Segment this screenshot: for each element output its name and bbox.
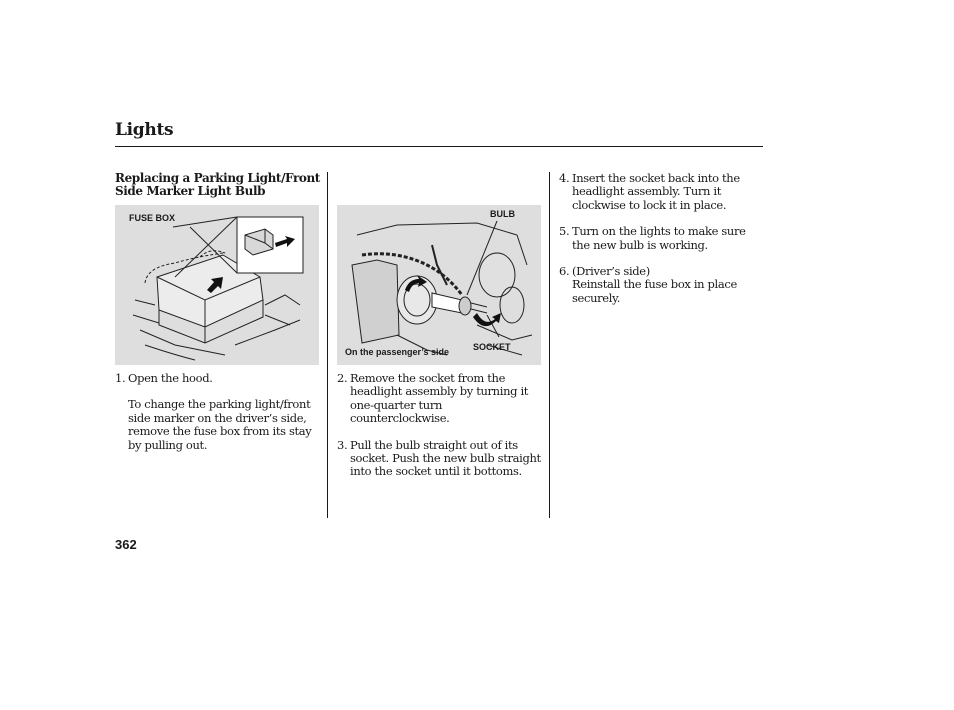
headlight-figure (337, 205, 541, 365)
column-divider-2 (549, 172, 550, 518)
step-4 (559, 172, 749, 212)
step-1-number: 1. (115, 371, 126, 385)
section-heading-line1: Replacing a Parking Light/Front (115, 171, 320, 185)
step-4-text: Insert the socket back into the headlight assembly. Turn it clockwise to lock it in place. (572, 171, 740, 212)
step-5-number: 5. (559, 224, 570, 239)
column-3-text (559, 172, 749, 318)
step-6-line2: Reinstall the fuse box in place securely. (572, 277, 737, 305)
step-6-line1: (Driver’s side) (572, 264, 650, 279)
socket-label: SOCKET (473, 342, 511, 352)
column-1-text (115, 372, 320, 452)
fuse-box-illustration (115, 205, 319, 365)
section-heading-line2: Side Marker Light Bulb (115, 184, 266, 198)
fuse-box-label: FUSE BOX (129, 213, 176, 223)
step-5 (559, 225, 749, 252)
step-3-text: Pull the bulb straight out of its socket. Push the new bulb straight into the socket until it bottoms. (350, 437, 541, 479)
step-1-text: Open the hood. (128, 371, 213, 385)
step-6 (559, 265, 749, 305)
driver-side-note: To change the parking light/front side marker on the driver’s side, remove the fuse box from its stay by pulling out. (128, 397, 312, 452)
step-1 (115, 372, 320, 385)
bulb-label: BULB (490, 209, 515, 219)
step-2-number: 2. (337, 371, 348, 385)
step-5-text: Turn on the lights to make sure the new bulb is working. (572, 224, 746, 252)
step-3 (337, 439, 543, 479)
step-3-number: 3. (337, 437, 348, 452)
section-heading (115, 172, 320, 198)
title-rule (115, 146, 763, 147)
step-6-number: 6. (559, 264, 570, 279)
figure-caption: On the passenger’s side (345, 347, 450, 357)
fuse-box-figure (115, 205, 319, 365)
page-number: 362 (115, 537, 137, 552)
headlight-illustration (337, 205, 541, 365)
page-title: Lights (115, 120, 174, 140)
step-2-text: Remove the socket from the headlight assembly by turning it one-quarter turn counterclockwise. (350, 371, 529, 426)
step-2 (337, 372, 543, 426)
column-divider-1 (327, 172, 328, 518)
step-4-number: 4. (559, 171, 570, 185)
column-2-text (337, 372, 543, 492)
